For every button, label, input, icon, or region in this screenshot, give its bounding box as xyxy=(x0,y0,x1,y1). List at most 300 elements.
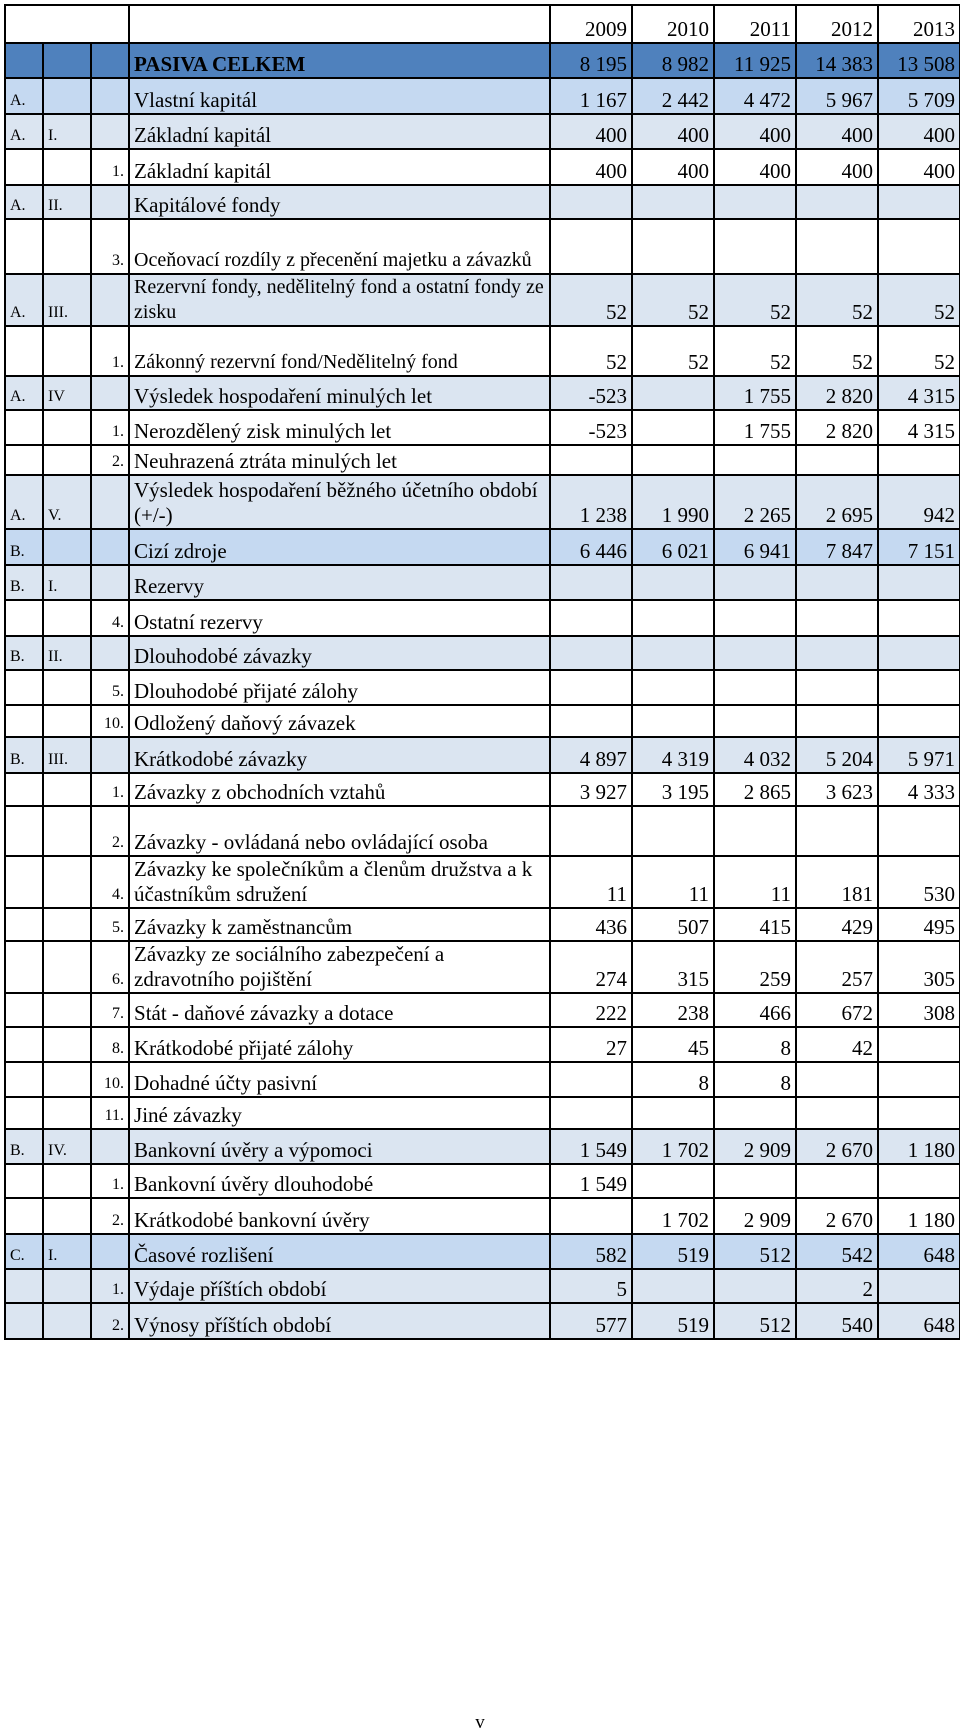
table-row xyxy=(5,1097,960,1129)
value-cell: 672 xyxy=(796,993,878,1027)
row-letter-code: A. xyxy=(5,475,43,529)
table-row xyxy=(5,410,960,445)
value-cell xyxy=(796,1062,878,1097)
value-cell: 530 xyxy=(878,856,960,908)
value-cell: 42 xyxy=(796,1027,878,1062)
value-cell: 8 xyxy=(632,1062,714,1097)
value-cell: 11 xyxy=(714,856,796,908)
row-label: Nerozdělený zisk minulých let xyxy=(129,410,550,445)
value-cell: 2 xyxy=(796,1269,878,1303)
year-header: 2012 xyxy=(796,5,878,43)
row-letter-code xyxy=(5,410,43,445)
value-cell xyxy=(796,806,878,856)
value-cell xyxy=(878,445,960,475)
value-cell: 8 982 xyxy=(632,43,714,78)
value-cell: 308 xyxy=(878,993,960,1027)
row-letter-code xyxy=(5,941,43,993)
value-cell xyxy=(796,636,878,670)
value-cell: 5 971 xyxy=(878,737,960,773)
value-cell xyxy=(550,185,632,219)
value-cell: 13 508 xyxy=(878,43,960,78)
value-cell: 400 xyxy=(632,149,714,185)
row-label: Vlastní kapitál xyxy=(129,78,550,114)
table-row xyxy=(5,636,960,670)
row-item-number: 11. xyxy=(91,1097,129,1129)
row-roman-code xyxy=(43,326,91,376)
year-header: 2009 xyxy=(550,5,632,43)
table-row xyxy=(5,274,960,326)
row-letter-code: A. xyxy=(5,114,43,149)
row-item-number xyxy=(91,737,129,773)
value-cell xyxy=(714,670,796,705)
value-cell: 5 709 xyxy=(878,78,960,114)
row-letter-code xyxy=(5,856,43,908)
table-row xyxy=(5,529,960,565)
row-item-number xyxy=(91,1129,129,1164)
value-cell: 4 319 xyxy=(632,737,714,773)
table-row xyxy=(5,993,960,1027)
value-cell xyxy=(714,219,796,274)
row-label: Výsledek hospodaření běžného účetního období (+/-) xyxy=(129,475,550,529)
value-cell: 1 990 xyxy=(632,475,714,529)
value-cell xyxy=(796,670,878,705)
row-roman-code: III. xyxy=(43,737,91,773)
value-cell xyxy=(550,705,632,737)
value-cell: 519 xyxy=(632,1303,714,1339)
value-cell xyxy=(878,1269,960,1303)
value-cell xyxy=(550,636,632,670)
row-item-number: 1. xyxy=(91,326,129,376)
value-cell: 466 xyxy=(714,993,796,1027)
row-label: Oceňovací rozdíly z přecenění majetku a závazků xyxy=(129,219,550,274)
value-cell xyxy=(796,705,878,737)
value-cell: 181 xyxy=(796,856,878,908)
value-cell xyxy=(714,600,796,636)
value-cell: 577 xyxy=(550,1303,632,1339)
row-item-number: 1. xyxy=(91,410,129,445)
row-label: Bankovní úvěry dlouhodobé xyxy=(129,1164,550,1198)
value-cell: 429 xyxy=(796,908,878,941)
value-cell: 11 xyxy=(550,856,632,908)
row-item-number xyxy=(91,565,129,600)
value-cell: 52 xyxy=(550,326,632,376)
table-row xyxy=(5,185,960,219)
value-cell xyxy=(796,445,878,475)
table-row xyxy=(5,1303,960,1339)
row-label: Dlouhodobé přijaté zálohy xyxy=(129,670,550,705)
row-roman-code: III. xyxy=(43,274,91,326)
value-cell: 1 702 xyxy=(632,1198,714,1234)
row-label: Základní kapitál xyxy=(129,114,550,149)
row-roman-code xyxy=(43,1097,91,1129)
row-roman-code xyxy=(43,219,91,274)
row-letter-code: B. xyxy=(5,529,43,565)
row-roman-code: I. xyxy=(43,114,91,149)
value-cell: 2 909 xyxy=(714,1129,796,1164)
value-cell: 6 021 xyxy=(632,529,714,565)
row-letter-code xyxy=(5,1269,43,1303)
value-cell xyxy=(550,806,632,856)
row-letter-code xyxy=(5,1164,43,1198)
row-label: Zákonný rezervní fond/Nedělitelný fond xyxy=(129,326,550,376)
value-cell: 7 847 xyxy=(796,529,878,565)
row-item-number: 2. xyxy=(91,445,129,475)
row-item-number: 3. xyxy=(91,219,129,274)
header-name-cell xyxy=(129,5,550,43)
value-cell: 3 927 xyxy=(550,773,632,806)
row-label: Výnosy příštích období xyxy=(129,1303,550,1339)
value-cell xyxy=(878,600,960,636)
value-cell: 4 897 xyxy=(550,737,632,773)
value-cell xyxy=(632,1269,714,1303)
row-label: Výdaje příštích období xyxy=(129,1269,550,1303)
value-cell: 3 195 xyxy=(632,773,714,806)
row-roman-code: IV xyxy=(43,376,91,410)
value-cell xyxy=(878,565,960,600)
row-roman-code xyxy=(43,806,91,856)
row-letter-code xyxy=(5,773,43,806)
row-label: Dohadné účty pasivní xyxy=(129,1062,550,1097)
value-cell: 400 xyxy=(714,149,796,185)
table-row xyxy=(5,737,960,773)
row-label: Časové rozlišení xyxy=(129,1234,550,1269)
row-letter-code: A. xyxy=(5,185,43,219)
row-roman-code xyxy=(43,941,91,993)
value-cell: -523 xyxy=(550,410,632,445)
value-cell: 1 549 xyxy=(550,1129,632,1164)
table-row xyxy=(5,1269,960,1303)
row-letter-code: B. xyxy=(5,565,43,600)
value-cell: -523 xyxy=(550,376,632,410)
row-label: Krátkodobé bankovní úvěry xyxy=(129,1198,550,1234)
row-label: Rezervy xyxy=(129,565,550,600)
value-cell xyxy=(878,1062,960,1097)
value-cell: 648 xyxy=(878,1234,960,1269)
value-cell: 52 xyxy=(878,274,960,326)
value-cell xyxy=(796,185,878,219)
row-item-number xyxy=(91,114,129,149)
row-item-number xyxy=(91,376,129,410)
row-roman-code xyxy=(43,705,91,737)
table-row xyxy=(5,376,960,410)
row-roman-code xyxy=(43,1198,91,1234)
row-letter-code xyxy=(5,670,43,705)
row-label: Odložený daňový závazek xyxy=(129,705,550,737)
row-roman-code xyxy=(43,1027,91,1062)
value-cell xyxy=(714,565,796,600)
row-roman-code xyxy=(43,410,91,445)
row-label: PASIVA CELKEM xyxy=(129,43,550,78)
value-cell: 2 865 xyxy=(714,773,796,806)
value-cell xyxy=(878,705,960,737)
row-letter-code xyxy=(5,326,43,376)
value-cell xyxy=(714,705,796,737)
table-row xyxy=(5,219,960,274)
value-cell: 8 195 xyxy=(550,43,632,78)
row-roman-code xyxy=(43,43,91,78)
value-cell: 400 xyxy=(632,114,714,149)
value-cell xyxy=(632,185,714,219)
value-cell: 52 xyxy=(550,274,632,326)
row-roman-code xyxy=(43,670,91,705)
row-item-number: 10. xyxy=(91,1062,129,1097)
value-cell: 2 442 xyxy=(632,78,714,114)
value-cell: 542 xyxy=(796,1234,878,1269)
row-item-number: 10. xyxy=(91,705,129,737)
table-row xyxy=(5,856,960,908)
value-cell xyxy=(632,670,714,705)
row-item-number: 1. xyxy=(91,773,129,806)
row-roman-code xyxy=(43,1164,91,1198)
value-cell: 400 xyxy=(796,114,878,149)
value-cell xyxy=(714,185,796,219)
value-cell: 52 xyxy=(714,274,796,326)
row-letter-code: A. xyxy=(5,376,43,410)
row-roman-code xyxy=(43,149,91,185)
row-item-number xyxy=(91,185,129,219)
value-cell: 648 xyxy=(878,1303,960,1339)
row-label: Rezervní fondy, nedělitelný fond a ostatní fondy ze zisku xyxy=(129,274,550,326)
row-letter-code xyxy=(5,1303,43,1339)
value-cell: 315 xyxy=(632,941,714,993)
row-item-number: 8. xyxy=(91,1027,129,1062)
row-roman-code: II. xyxy=(43,636,91,670)
row-label: Krátkodobé přijaté zálohy xyxy=(129,1027,550,1062)
row-label: Výsledek hospodaření minulých let xyxy=(129,376,550,410)
total-row xyxy=(5,43,960,78)
row-letter-code xyxy=(5,600,43,636)
table-row xyxy=(5,670,960,705)
value-cell: 52 xyxy=(796,326,878,376)
value-cell: 1 167 xyxy=(550,78,632,114)
value-cell: 5 xyxy=(550,1269,632,1303)
value-cell xyxy=(550,1198,632,1234)
value-cell xyxy=(550,565,632,600)
value-cell: 2 670 xyxy=(796,1129,878,1164)
row-item-number: 4. xyxy=(91,600,129,636)
value-cell xyxy=(796,600,878,636)
row-letter-code: B. xyxy=(5,737,43,773)
row-item-number xyxy=(91,475,129,529)
value-cell xyxy=(632,636,714,670)
value-cell: 238 xyxy=(632,993,714,1027)
row-letter-code: A. xyxy=(5,274,43,326)
value-cell: 1 180 xyxy=(878,1129,960,1164)
value-cell: 222 xyxy=(550,993,632,1027)
value-cell: 2 909 xyxy=(714,1198,796,1234)
value-cell xyxy=(632,565,714,600)
table-row xyxy=(5,705,960,737)
value-cell: 519 xyxy=(632,1234,714,1269)
row-letter-code xyxy=(5,908,43,941)
value-cell xyxy=(632,1097,714,1129)
value-cell: 8 xyxy=(714,1062,796,1097)
value-cell: 274 xyxy=(550,941,632,993)
value-cell: 52 xyxy=(714,326,796,376)
row-roman-code xyxy=(43,1269,91,1303)
row-item-number xyxy=(91,529,129,565)
row-item-number: 5. xyxy=(91,670,129,705)
row-roman-code xyxy=(43,445,91,475)
value-cell: 5 204 xyxy=(796,737,878,773)
row-roman-code xyxy=(43,600,91,636)
header-row xyxy=(5,5,960,43)
value-cell xyxy=(632,600,714,636)
value-cell: 52 xyxy=(796,274,878,326)
row-letter-code: B. xyxy=(5,636,43,670)
row-label: Jiné závazky xyxy=(129,1097,550,1129)
row-roman-code xyxy=(43,908,91,941)
value-cell: 7 151 xyxy=(878,529,960,565)
value-cell: 4 333 xyxy=(878,773,960,806)
value-cell xyxy=(550,670,632,705)
value-cell xyxy=(878,636,960,670)
value-cell: 400 xyxy=(550,149,632,185)
value-cell: 1 549 xyxy=(550,1164,632,1198)
value-cell: 1 702 xyxy=(632,1129,714,1164)
table-row xyxy=(5,475,960,529)
row-roman-code xyxy=(43,1303,91,1339)
row-item-number xyxy=(91,274,129,326)
value-cell: 400 xyxy=(878,149,960,185)
row-roman-code: I. xyxy=(43,1234,91,1269)
row-letter-code xyxy=(5,1027,43,1062)
table-row xyxy=(5,1198,960,1234)
table-row xyxy=(5,445,960,475)
value-cell: 2 820 xyxy=(796,410,878,445)
value-cell xyxy=(632,410,714,445)
value-cell xyxy=(878,219,960,274)
value-cell xyxy=(878,1164,960,1198)
row-letter-code xyxy=(5,1097,43,1129)
row-item-number: 1. xyxy=(91,1269,129,1303)
table-row xyxy=(5,941,960,993)
row-item-number: 2. xyxy=(91,1303,129,1339)
row-label: Bankovní úvěry a výpomoci xyxy=(129,1129,550,1164)
row-item-number: 4. xyxy=(91,856,129,908)
row-label: Závazky ze sociálního zabezpečení a zdravotního pojištění xyxy=(129,941,550,993)
row-letter-code xyxy=(5,806,43,856)
value-cell: 507 xyxy=(632,908,714,941)
value-cell: 1 180 xyxy=(878,1198,960,1234)
value-cell: 11 xyxy=(632,856,714,908)
row-item-number: 6. xyxy=(91,941,129,993)
row-item-number xyxy=(91,43,129,78)
value-cell xyxy=(796,219,878,274)
value-cell: 52 xyxy=(632,326,714,376)
row-letter-code: A. xyxy=(5,78,43,114)
value-cell: 1 238 xyxy=(550,475,632,529)
row-roman-code xyxy=(43,993,91,1027)
year-header: 2011 xyxy=(714,5,796,43)
row-item-number: 5. xyxy=(91,908,129,941)
row-item-number: 7. xyxy=(91,993,129,1027)
value-cell: 257 xyxy=(796,941,878,993)
row-label: Krátkodobé závazky xyxy=(129,737,550,773)
value-cell xyxy=(632,219,714,274)
year-header: 2010 xyxy=(632,5,714,43)
value-cell xyxy=(550,1097,632,1129)
table-row xyxy=(5,1164,960,1198)
table-row xyxy=(5,806,960,856)
row-label: Závazky - ovládaná nebo ovládající osoba xyxy=(129,806,550,856)
value-cell: 45 xyxy=(632,1027,714,1062)
value-cell: 27 xyxy=(550,1027,632,1062)
row-item-number: 2. xyxy=(91,806,129,856)
row-letter-code xyxy=(5,219,43,274)
row-item-number xyxy=(91,1234,129,1269)
value-cell: 4 032 xyxy=(714,737,796,773)
value-cell xyxy=(878,670,960,705)
row-label: Ostatní rezervy xyxy=(129,600,550,636)
value-cell: 512 xyxy=(714,1303,796,1339)
row-letter-code xyxy=(5,705,43,737)
table-row xyxy=(5,1027,960,1062)
value-cell xyxy=(632,705,714,737)
value-cell: 8 xyxy=(714,1027,796,1062)
row-letter-code xyxy=(5,993,43,1027)
value-cell: 5 967 xyxy=(796,78,878,114)
row-letter-code: C. xyxy=(5,1234,43,1269)
value-cell xyxy=(632,806,714,856)
value-cell xyxy=(632,1164,714,1198)
value-cell xyxy=(714,1164,796,1198)
value-cell xyxy=(550,600,632,636)
value-cell: 400 xyxy=(714,114,796,149)
row-label: Kapitálové fondy xyxy=(129,185,550,219)
table-row xyxy=(5,1129,960,1164)
row-letter-code xyxy=(5,1198,43,1234)
table-row xyxy=(5,1062,960,1097)
row-roman-code xyxy=(43,78,91,114)
value-cell: 6 941 xyxy=(714,529,796,565)
value-cell xyxy=(550,1062,632,1097)
row-roman-code xyxy=(43,1062,91,1097)
value-cell: 4 472 xyxy=(714,78,796,114)
table-row xyxy=(5,908,960,941)
value-cell xyxy=(714,1269,796,1303)
value-cell: 400 xyxy=(796,149,878,185)
row-label: Neuhrazená ztráta minulých let xyxy=(129,445,550,475)
value-cell xyxy=(550,445,632,475)
value-cell: 14 383 xyxy=(796,43,878,78)
value-cell: 52 xyxy=(632,274,714,326)
value-cell: 4 315 xyxy=(878,410,960,445)
value-cell xyxy=(632,376,714,410)
row-roman-code: V. xyxy=(43,475,91,529)
value-cell: 495 xyxy=(878,908,960,941)
row-roman-code xyxy=(43,529,91,565)
value-cell: 2 695 xyxy=(796,475,878,529)
value-cell xyxy=(796,1097,878,1129)
table-row xyxy=(5,114,960,149)
row-label: Závazky ke společníkům a členům družstva a k účastníkům sdružení xyxy=(129,856,550,908)
row-roman-code xyxy=(43,773,91,806)
value-cell: 2 265 xyxy=(714,475,796,529)
value-cell xyxy=(878,806,960,856)
value-cell: 1 755 xyxy=(714,410,796,445)
value-cell xyxy=(878,1097,960,1129)
table-row xyxy=(5,149,960,185)
balance-sheet-table xyxy=(4,4,960,1340)
value-cell xyxy=(632,445,714,475)
value-cell: 259 xyxy=(714,941,796,993)
value-cell: 305 xyxy=(878,941,960,993)
value-cell: 400 xyxy=(878,114,960,149)
year-header: 2013 xyxy=(878,5,960,43)
row-item-number: 1. xyxy=(91,1164,129,1198)
value-cell xyxy=(796,1164,878,1198)
